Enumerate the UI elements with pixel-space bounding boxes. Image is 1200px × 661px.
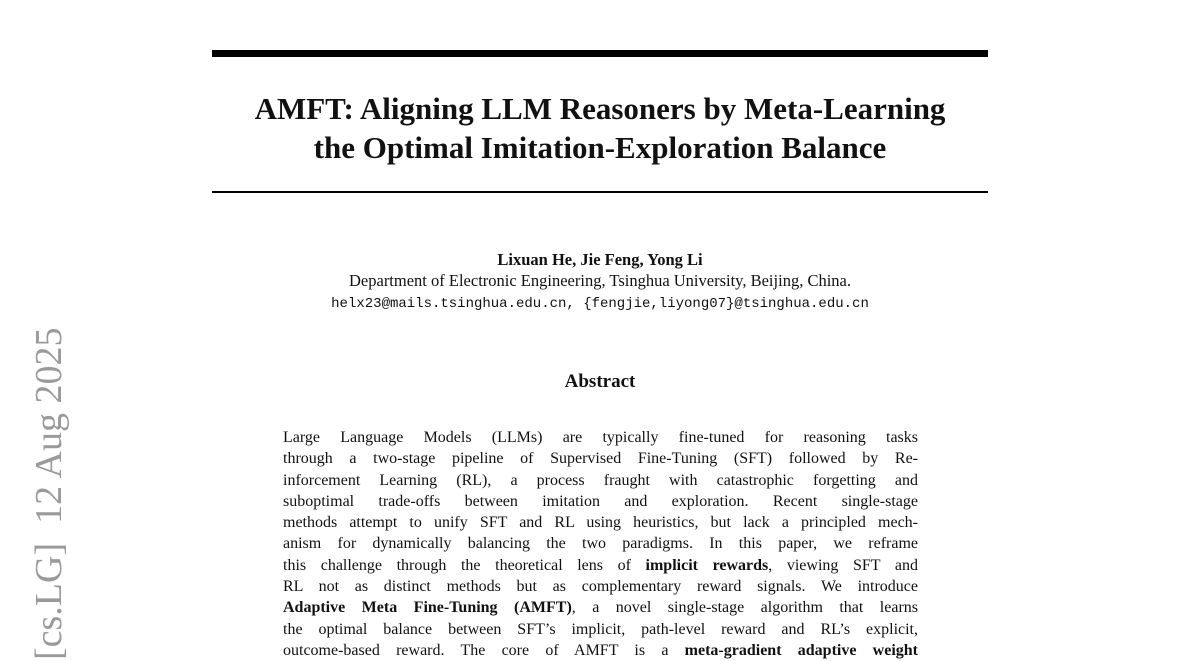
abstract-emphasis: meta-gradient adaptive weight	[684, 641, 919, 659]
abstract-text: through a two-stage pipeline of Supervised Fine-Tuning (SFT) followed by Re-	[283, 450, 918, 468]
affiliation: Department of Electronic Engineering, Tsinghua University, Beijing, China.	[349, 271, 851, 290]
abstract-emphasis: implicit rewards	[645, 556, 769, 574]
abstract-body	[283, 427, 918, 661]
abstract-line	[283, 640, 918, 661]
abstract-text: RL not as distinct methods but as complementary reward signals. We introduce	[283, 578, 918, 596]
abstract-text: outcome-based reward. The core of AMFT is a	[283, 641, 685, 659]
abstract-text: suboptimal trade-offs between imitation and exploration. Recent single-stage	[283, 492, 918, 510]
abstract-text: , viewing SFT and	[768, 556, 918, 574]
abstract-text: Large Language Models (LLMs) are typically fine-tuned for reasoning tasks	[283, 429, 918, 446]
abstract-line	[283, 491, 918, 512]
abstract-text: the optimal balance between SFT’s implicit, path-level reward and RL’s explicit,	[283, 620, 918, 638]
abstract-emphasis: Adaptive Meta Fine-Tuning (AMFT)	[283, 599, 572, 617]
title-line-2: the Optimal Imitation-Exploration Balance	[313, 130, 887, 165]
title-bottom-rule	[212, 191, 988, 193]
author-emails: helx23@mails.tsinghua.edu.cn, {fengjie,liyong07}@tsinghua.edu.cn	[331, 296, 869, 312]
abstract-line	[283, 533, 918, 554]
abstract-text: methods attempt to unify SFT and RL using heuristics, but lack a principled mech-	[283, 514, 918, 532]
arxiv-sidebar-stamp	[24, 320, 74, 660]
abstract-line	[283, 597, 918, 618]
author-list: Lixuan He, Jie Feng, Yong Li	[497, 250, 703, 269]
arxiv-date: 12 Aug 2025	[28, 327, 70, 524]
abstract-line	[283, 448, 918, 469]
arxiv-category: [cs.LG]	[28, 542, 70, 660]
abstract-text: , a novel single-stage algorithm that learns	[571, 599, 918, 617]
abstract-heading: Abstract	[564, 371, 636, 392]
paper-title	[212, 89, 988, 167]
abstract-line	[283, 555, 918, 576]
abstract-line	[283, 512, 918, 533]
title-line-1: AMFT: Aligning LLM Reasoners by Meta-Learning	[254, 91, 946, 126]
abstract-text: this challenge through the theoretical lens of	[283, 556, 646, 574]
abstract-line	[283, 619, 918, 640]
abstract-text: inforcement Learning (RL), a process fraught with catastrophic forgetting and	[283, 471, 918, 489]
abstract-text: anism for dynamically balancing the two paradigms. In this paper, we reframe	[283, 535, 918, 553]
title-top-rule	[212, 50, 988, 57]
abstract-line	[283, 576, 918, 597]
abstract-line	[283, 470, 918, 491]
abstract-line	[283, 427, 918, 448]
